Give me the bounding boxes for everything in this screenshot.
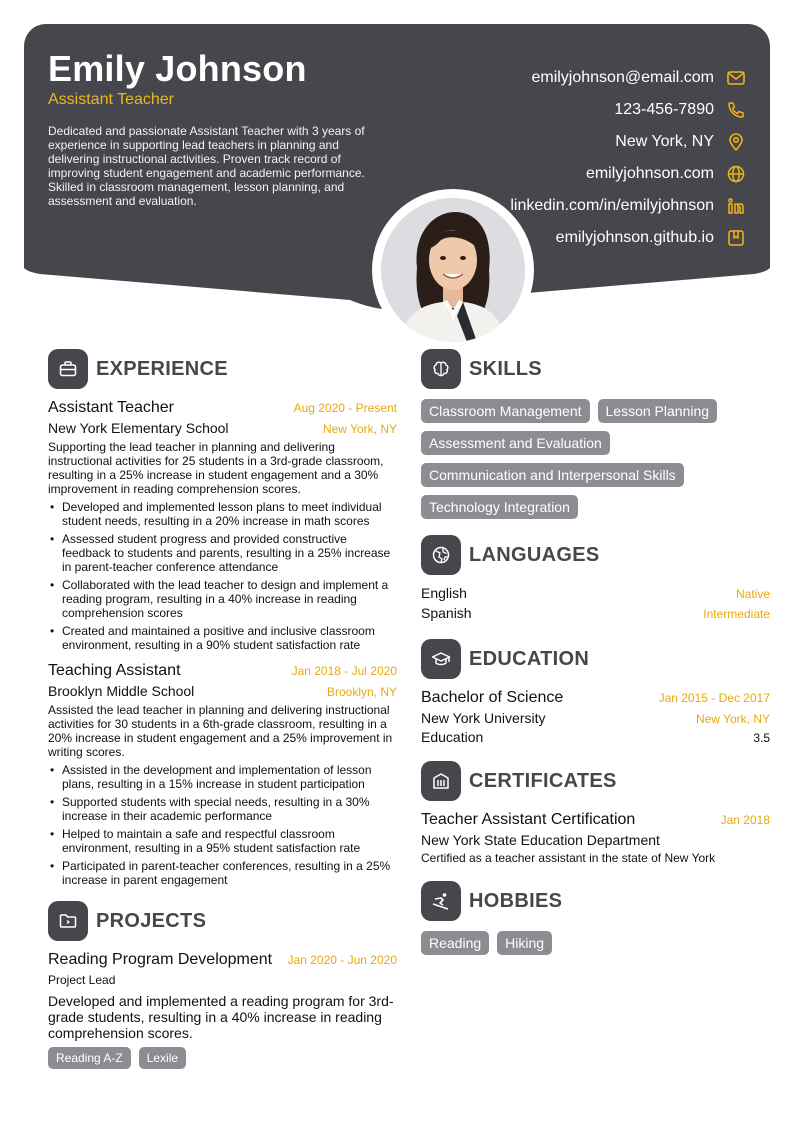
bullet-item: • Created and maintained a positive and inclusive classroom environment, resulting in a 90% student satisfaction rate <box>48 624 397 652</box>
candidate-title: Assistant Teacher <box>48 91 174 108</box>
certificate-title: Teacher Assistant Certification <box>421 811 636 828</box>
contact-phone[interactable] <box>416 94 746 126</box>
contact-website-text[interactable]: emilyjohnson.com <box>585 165 714 182</box>
job-location: New York, NY <box>322 422 397 436</box>
job-date: Jan 2018 - Jul 2020 <box>291 664 397 678</box>
hobby-tag: Reading <box>421 931 489 955</box>
contact-linkedin-text[interactable]: linkedin.com/in/emilyjohnson <box>510 197 714 214</box>
bullet-item: • Supported students with special needs, resulting in a 30% increase in their academic performance <box>48 795 397 823</box>
school-name: New York University <box>421 710 546 726</box>
certificates-heading: CERTIFICATES <box>469 769 617 792</box>
mail-icon <box>726 68 746 88</box>
graduation-cap-icon <box>421 639 461 679</box>
experience-item <box>48 662 397 887</box>
profile-photo <box>381 198 525 342</box>
certificate-issuer: New York State Education Department <box>421 832 660 848</box>
bullet-item: • Assessed student progress and provided constructive feedback to students and parents, resulting in a 25% increase in parent-teacher conference attendance <box>48 532 397 574</box>
languages-section-header <box>421 535 770 575</box>
job-description: Assisted the lead teacher in planning and delivering instructional activities for 30 students in a 6th-grade classroom, resulting in a 20% increase in student engagement and a 25% improvement in writing scores. <box>48 703 393 759</box>
gpa: 3.5 <box>753 731 770 745</box>
globe-icon <box>726 164 746 184</box>
project-tag: Lexile <box>139 1047 186 1069</box>
right-column <box>421 349 770 963</box>
project-item <box>48 951 397 1077</box>
bullet-item: • Assisted in the development and implementation of lesson plans, resulting in a 15% increase in student participation <box>48 763 397 791</box>
experience-item <box>48 399 397 652</box>
project-description: Developed and implemented a reading program for 3rd-grade students, resulting in a 40% increase in reading comprehension scores. <box>48 993 394 1041</box>
education-date: Jan 2015 - Dec 2017 <box>658 691 770 705</box>
location-pin-icon <box>726 132 746 152</box>
linkedin-icon <box>726 196 746 216</box>
candidate-name: Emily Johnson <box>48 48 307 89</box>
job-bullets <box>48 763 397 887</box>
job-title: Assistant Teacher <box>48 399 174 416</box>
contact-location <box>416 126 746 158</box>
job-description: Supporting the lead teacher in planning and delivering instructional activities for 25 students in a 3rd-grade classroom, resulting in a 25% increase in student engagement and a 30% improvement in reading comprehension scores. <box>48 440 384 496</box>
bookmark-icon <box>726 228 746 248</box>
education-section-header <box>421 639 770 679</box>
school-location: New York, NY <box>695 712 770 726</box>
skiing-icon <box>421 881 461 921</box>
languages-icon <box>421 535 461 575</box>
profile-photo-frame <box>372 189 534 351</box>
contact-website[interactable] <box>416 158 746 190</box>
experience-section-header <box>48 349 397 389</box>
briefcase-icon <box>48 349 88 389</box>
left-column <box>48 349 397 1087</box>
language-level: Intermediate <box>703 607 770 621</box>
education-item <box>421 689 770 745</box>
contact-github-text[interactable]: emilyjohnson.github.io <box>555 229 714 246</box>
degree: Bachelor of Science <box>421 689 564 706</box>
skills-section-header <box>421 349 770 389</box>
skill-tag: Lesson Planning <box>598 399 718 423</box>
contact-location-text: New York, NY <box>615 133 714 150</box>
job-location: Brooklyn, NY <box>326 685 397 699</box>
language-item <box>421 585 770 605</box>
job-bullets <box>48 500 397 652</box>
company-name: Brooklyn Middle School <box>48 683 195 699</box>
certificates-section-header <box>421 761 770 801</box>
contact-email[interactable] <box>416 62 746 94</box>
job-title: Teaching Assistant <box>48 662 181 679</box>
hobby-tag: Hiking <box>497 931 552 955</box>
summary: Dedicated and passionate Assistant Teacher with 3 years of experience in supporting lead teachers in planning and delivering instructional activities. Proven track record of improving student engagement and academic performance. Skilled in classroom management, lesson planning, and assessment and evaluation. <box>48 124 365 208</box>
folder-icon <box>48 901 88 941</box>
certificate-description: Certified as a teacher assistant in the state of New York <box>421 851 716 865</box>
skill-tag: Assessment and Evaluation <box>421 431 610 455</box>
hobbies-section-header <box>421 881 770 921</box>
contact-phone-text[interactable]: 123-456-7890 <box>614 101 714 118</box>
certificate-item <box>421 811 770 865</box>
languages-heading: LANGUAGES <box>469 543 600 566</box>
project-tags <box>48 1047 397 1077</box>
language-level: Native <box>735 587 770 601</box>
bullet-item: • Developed and implemented lesson plans to meet individual student needs, resulting in a 20% increase in math scores <box>48 500 397 528</box>
projects-heading: PROJECTS <box>96 909 207 932</box>
company-name: New York Elementary School <box>48 420 229 436</box>
education-heading: EDUCATION <box>469 647 590 670</box>
building-icon <box>421 761 461 801</box>
hobbies-heading: HOBBIES <box>469 889 563 912</box>
job-date: Aug 2020 - Present <box>293 401 397 415</box>
certificate-date: Jan 2018 <box>720 813 770 827</box>
bullet-item: • Collaborated with the lead teacher to design and implement a reading program, resulting in a 40% increase in reading comprehension scores <box>48 578 397 620</box>
portrait-illustration <box>381 198 525 342</box>
phone-icon <box>726 100 746 120</box>
skill-tag: Technology Integration <box>421 495 578 519</box>
skill-tag: Classroom Management <box>421 399 590 423</box>
project-date: Jan 2020 - Jun 2020 <box>287 953 397 967</box>
language-name: English <box>421 585 467 601</box>
project-title: Reading Program Development <box>48 951 273 968</box>
project-role: Project Lead <box>48 973 116 987</box>
project-tag: Reading A-Z <box>48 1047 131 1069</box>
experience-heading: EXPERIENCE <box>96 357 228 380</box>
language-name: Spanish <box>421 605 472 621</box>
skills-tags <box>421 399 770 527</box>
skills-heading: SKILLS <box>469 357 542 380</box>
contact-email-text[interactable]: emilyjohnson@email.com <box>531 69 714 86</box>
skill-tag: Communication and Interpersonal Skills <box>421 463 684 487</box>
brain-icon <box>421 349 461 389</box>
projects-section-header <box>48 901 397 941</box>
field-of-study: Education <box>421 729 484 745</box>
language-item <box>421 605 770 625</box>
hobbies-tags <box>421 931 770 963</box>
bullet-item: • Participated in parent-teacher conferences, resulting in a 25% increase in parent engagement <box>48 859 397 887</box>
bullet-item: • Helped to maintain a safe and respectful classroom environment, resulting in a 95% student satisfaction rate <box>48 827 397 855</box>
languages-list <box>421 585 770 625</box>
